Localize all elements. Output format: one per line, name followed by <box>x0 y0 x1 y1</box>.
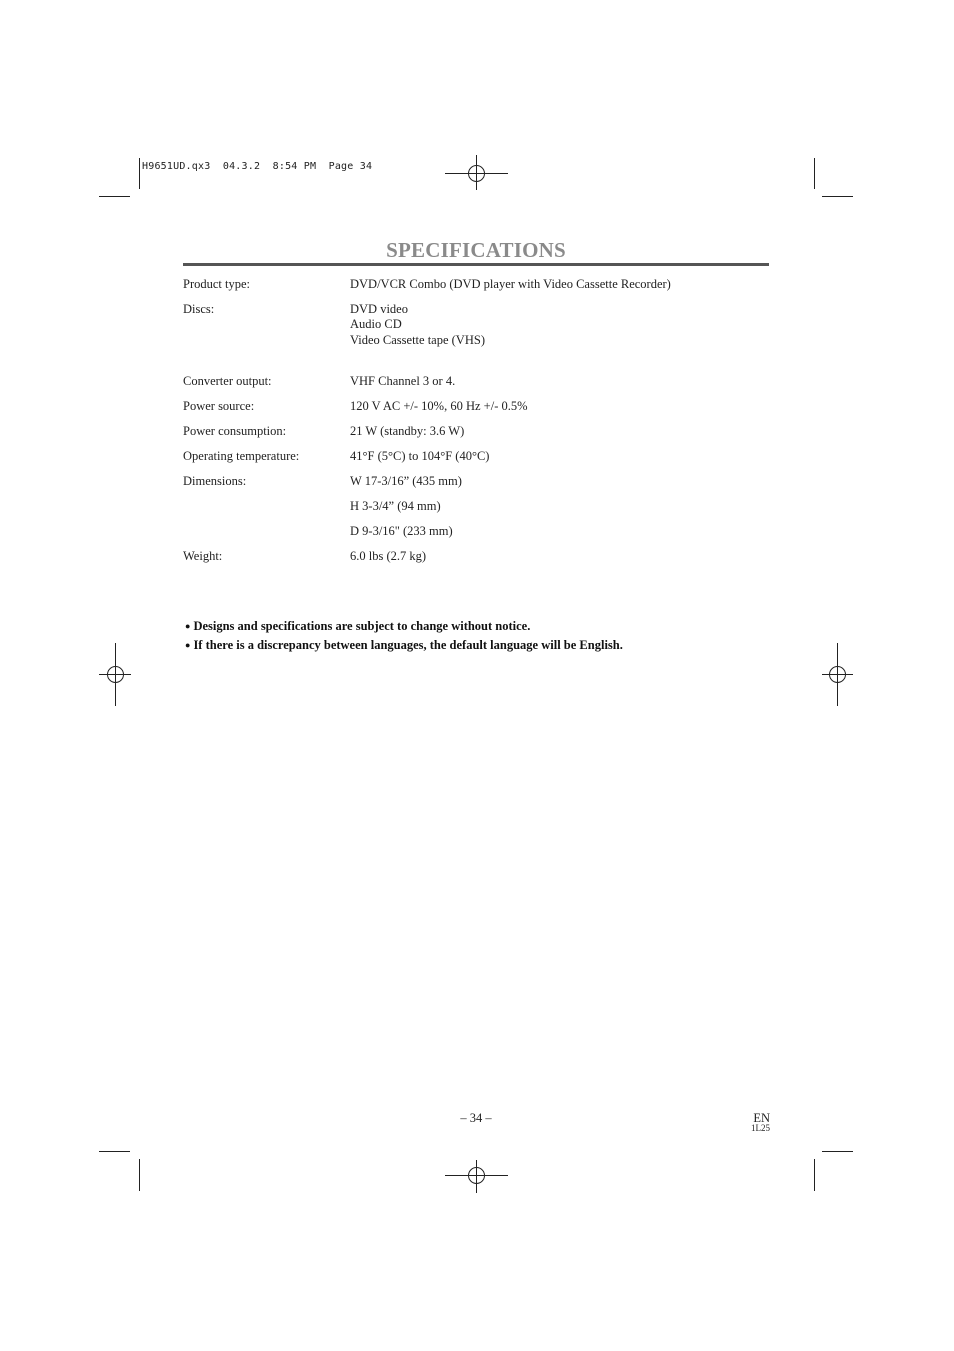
bullet-icon: ● <box>185 640 191 650</box>
model-code: 1L25 <box>751 1123 770 1133</box>
note-text: If there is a discrepancy between languages, the default language will be English. <box>193 638 623 652</box>
page-number: – 34 – <box>460 1111 492 1125</box>
spec-value-discs-2: Audio CD <box>350 317 402 331</box>
spec-label-converter-output: Converter output: <box>183 374 272 388</box>
spec-label-dimensions: Dimensions: <box>183 474 247 488</box>
spec-value-discs-3: Video Cassette tape (VHS) <box>350 333 485 347</box>
spec-label-discs: Discs: <box>183 302 215 316</box>
registration-mark-left <box>99 643 131 706</box>
spec-value-power-consumption: 21 W (standby: 3.6 W) <box>350 424 465 438</box>
spec-value-operating-temperature: 41°F (5°C) to 104°F (40°C) <box>350 449 490 463</box>
spec-value-converter-output: VHF Channel 3 or 4. <box>350 374 456 388</box>
spec-value-discs-1: DVD video <box>350 302 408 316</box>
spec-label-product-type: Product type: <box>183 277 251 291</box>
spec-value-weight: 6.0 lbs (2.7 kg) <box>350 549 427 563</box>
spec-label-power-source: Power source: <box>183 399 255 413</box>
spec-label-power-consumption: Power consumption: <box>183 424 287 438</box>
note-item <box>185 617 623 636</box>
registration-mark-right <box>822 643 853 706</box>
spec-label-weight: Weight: <box>183 549 223 563</box>
notes-list <box>185 617 623 655</box>
language-code: EN <box>753 1111 770 1125</box>
spec-value-dimensions-width: W 17-3/16” (435 mm) <box>350 474 462 488</box>
title-underline <box>183 263 769 266</box>
spec-value-power-source: 120 V AC +/- 10%, 60 Hz +/- 0.5% <box>350 399 528 413</box>
spec-value-dimensions-depth: D 9-3/16" (233 mm) <box>350 524 453 538</box>
registration-mark-top <box>445 155 508 190</box>
spec-value-product-type: DVD/VCR Combo (DVD player with Video Cassette Recorder) <box>350 277 671 291</box>
file-slug-line: H9651UD.qx3 04.3.2 8:54 PM Page 34 <box>142 161 373 172</box>
bullet-icon: ● <box>185 621 191 631</box>
spec-label-operating-temperature: Operating temperature: <box>183 449 300 463</box>
note-text: Designs and specifications are subject to change without notice. <box>193 619 531 633</box>
note-item <box>185 636 623 655</box>
spec-value-dimensions-height: H 3-3/4” (94 mm) <box>350 499 441 513</box>
registration-mark-bottom <box>445 1160 508 1193</box>
page-title: SPECIFICATIONS <box>386 238 566 262</box>
